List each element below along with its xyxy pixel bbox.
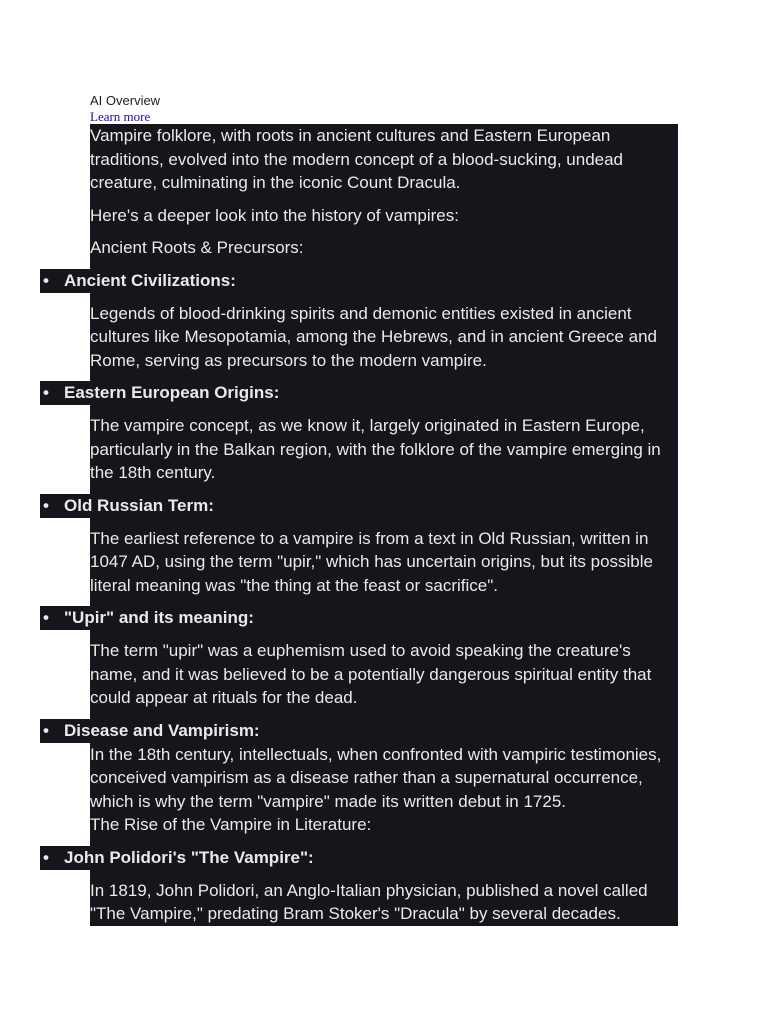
body-old-russian-term: The earliest reference to a vampire is from a text in Old Russian, written in 1047 AD, using the term "upir," which has uncertain origins, but its possible literal meaning was "the thing at the feast or sacrifice". <box>90 527 678 598</box>
heading-disease-vampirism: Disease and Vampirism: <box>64 720 260 740</box>
body-eastern-european-origins: The vampire concept, as we know it, largely originated in Eastern Europe, particularly in the Balkan region, with the folklore of the vampire emerging in the 18th century. <box>90 414 678 485</box>
heading-polidori-vampire: John Polidori's "The Vampire": <box>64 847 314 867</box>
heading-ancient-civilizations: Ancient Civilizations: <box>64 270 236 290</box>
list-item-heading <box>40 494 678 518</box>
bullet-icon: • <box>43 270 49 290</box>
list-item-heading <box>40 719 678 743</box>
body-ancient-civilizations: Legends of blood-drinking spirits and demonic entities existed in ancient cultures like Mesopotamia, among the Hebrews, and in ancient Greece and Rome, serving as precursors to the modern vampire. <box>90 302 678 373</box>
list-item-heading <box>40 381 678 405</box>
ai-overview-title: AI Overview <box>90 93 161 108</box>
list-item-heading <box>40 846 678 870</box>
heading-upir-meaning: "Upir" and its meaning: <box>64 608 254 627</box>
section-title-literature: The Rise of the Vampire in Literature: <box>90 813 678 837</box>
bullet-icon: • <box>43 720 49 740</box>
list-item-heading <box>40 269 678 293</box>
heading-eastern-european-origins: Eastern European Origins: <box>64 383 280 402</box>
lead-in-paragraph: Here's a deeper look into the history of vampires: <box>90 204 678 228</box>
bullet-icon: • <box>43 608 49 627</box>
bullet-icon: • <box>43 495 49 515</box>
learn-more-link[interactable]: Learn more <box>90 109 151 124</box>
ai-overview-panel <box>43 124 678 926</box>
bullet-icon: • <box>43 847 49 867</box>
body-polidori-vampire: In 1819, John Polidori, an Anglo-Italian physician, published a novel called "The Vampire," predating Bram Stoker's "Dracula" by several decades. <box>90 879 678 926</box>
list-item-heading <box>40 606 678 630</box>
body-upir-meaning: The term "upir" was a euphemism used to avoid speaking the creature's name, and it was believed to be a potentially dangerous spiritual entity that could appear at rituals for the dead. <box>90 639 678 710</box>
bullet-icon: • <box>43 383 49 402</box>
heading-old-russian-term: Old Russian Term: <box>64 495 214 515</box>
summary-paragraph: Vampire folklore, with roots in ancient cultures and Eastern European traditions, evolved into the modern concept of a blood-sucking, undead creature, culminating in the iconic Count Dracula. <box>90 124 678 195</box>
section-title-ancient-roots: Ancient Roots & Precursors: <box>90 236 678 260</box>
body-disease-vampirism: In the 18th century, intellectuals, when confronted with vampiric testimonies, conceived vampirism as a disease rather than a supernatural occurrence, which is why the term "vampire" made its written debut in 1725. <box>90 743 678 814</box>
